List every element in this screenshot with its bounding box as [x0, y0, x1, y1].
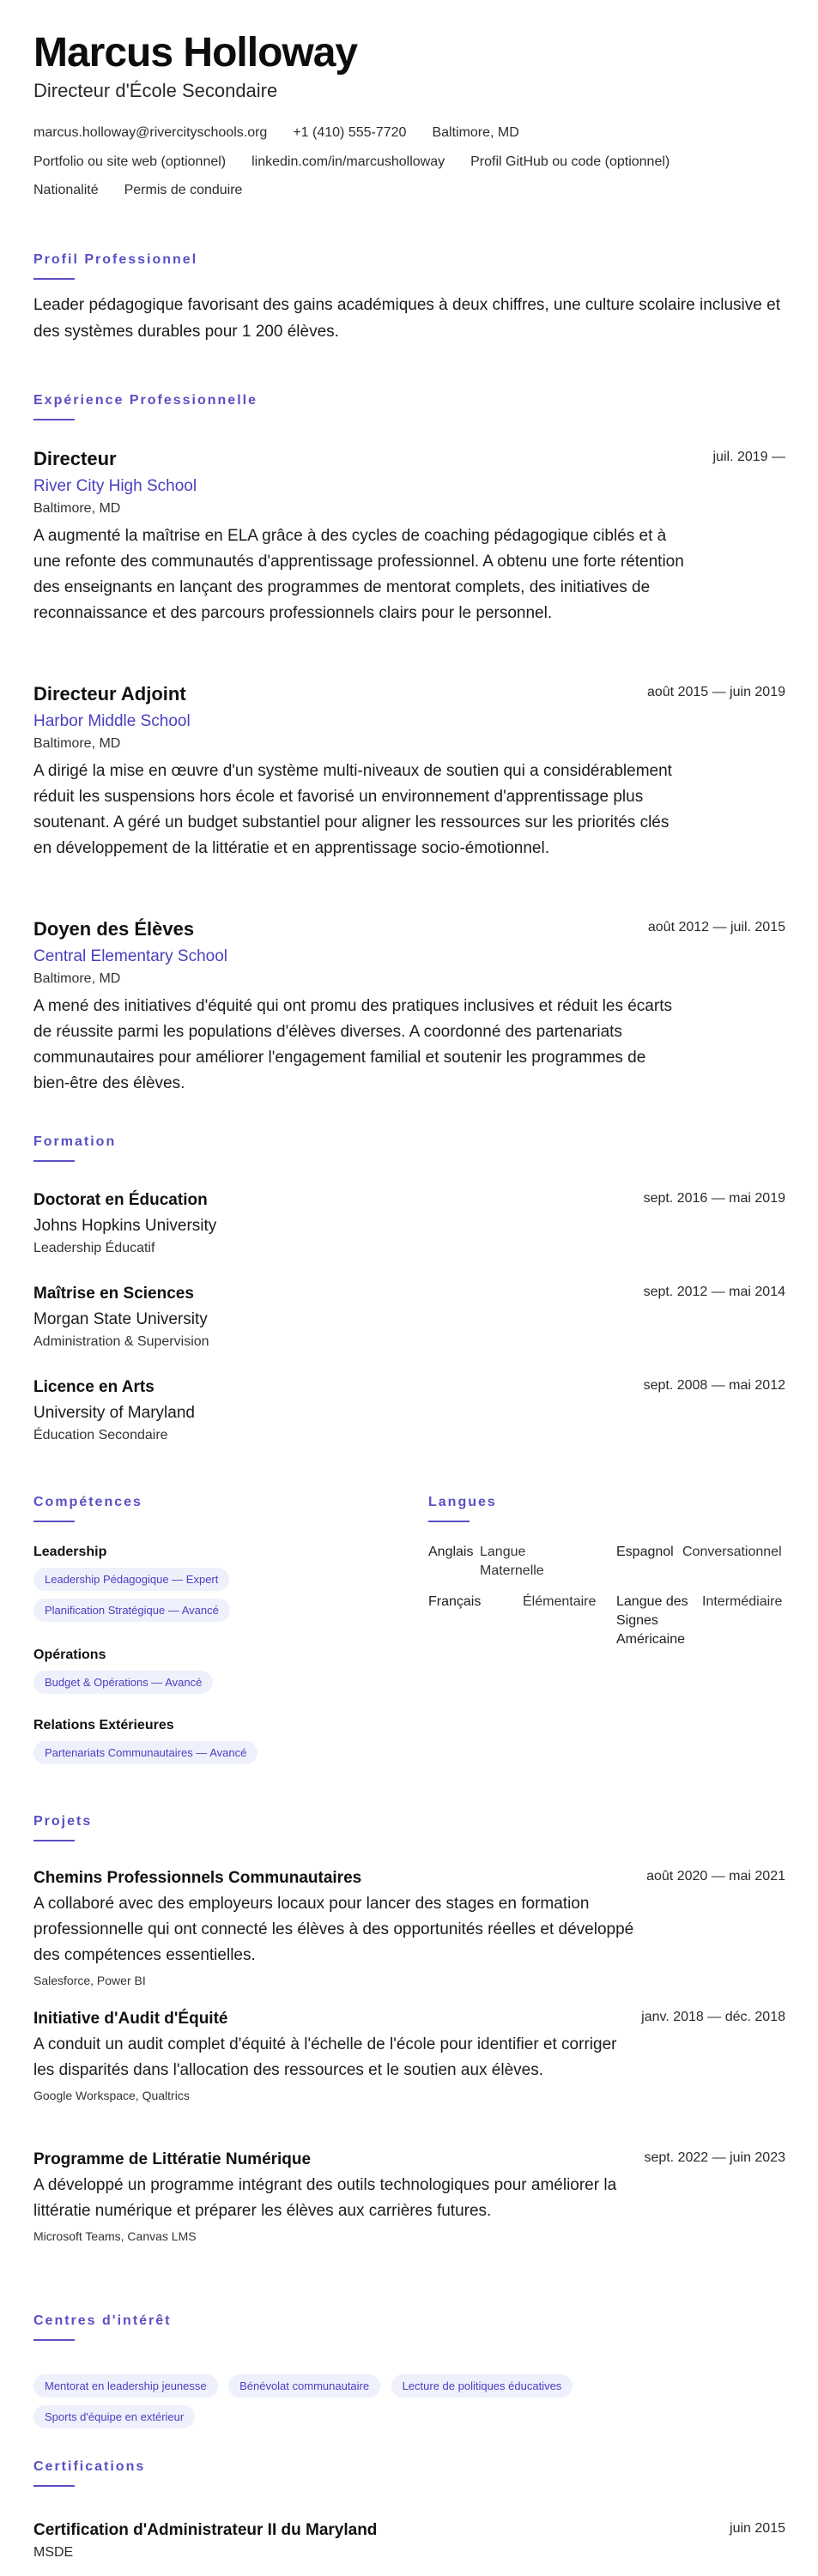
project-name: Initiative d'Audit d'Équité: [33, 2010, 228, 2028]
job-entry: [33, 448, 785, 626]
language-level: Langue Maternelle: [480, 1545, 544, 1578]
skill-group: [33, 1648, 411, 1694]
job-location: Baltimore, MD: [33, 736, 121, 751]
language-level: Intermédiaire: [702, 1594, 783, 1609]
project-date: août 2020 — mai 2021: [646, 1869, 785, 1884]
edu-degree: Licence en Arts: [33, 1378, 155, 1396]
project-entry: [33, 2150, 785, 2243]
edu-date: sept. 2012 — mai 2014: [643, 1285, 785, 1299]
nationality-text: Nationalité: [33, 183, 99, 197]
phone-text: +1 (410) 555-7720: [293, 125, 407, 140]
interest-chip: Mentorat en leadership jeunesse: [33, 2374, 218, 2398]
certification-issuer: MSDE: [33, 2545, 74, 2560]
edu-field: Leadership Éducatif: [33, 1241, 155, 1255]
job-role: Directeur Adjoint: [33, 683, 186, 704]
interest-chip: Lecture de politiques éducatives: [391, 2374, 573, 2398]
job-date: août 2015 — juin 2019: [646, 685, 785, 699]
candidate-name: Marcus Holloway: [33, 30, 358, 76]
job-date: juil. 2019 —: [712, 450, 785, 464]
skill-group: [33, 1718, 411, 1764]
section-heading-skills: Compétences: [33, 1495, 142, 1509]
section-heading-languages: Langues: [428, 1495, 497, 1509]
education-entry: [33, 1285, 785, 1350]
section-heading-experience: Expérience Professionnelle: [33, 393, 258, 408]
skill-chip: Planification Stratégique — Avancé: [33, 1599, 230, 1622]
section-heading-projects: Projets: [33, 1814, 93, 1829]
interests-list: [33, 2367, 737, 2428]
job-location: Baltimore, MD: [33, 501, 121, 516]
job-description: A mené des initiatives d'équité qui ont promu des pratiques inclusives et réduit les écarts de réussite parmi les populations d'élèves diverses. A coordonné des partenariats communautaires pour améliorer l'engagement familial et soutenir les programmes de bien-être des élèves.: [33, 997, 672, 1092]
job-company: Harbor Middle School: [33, 712, 191, 730]
job-company: Central Elementary School: [33, 947, 227, 965]
certification-entry: [33, 2521, 785, 2561]
job-date: août 2012 — juil. 2015: [647, 920, 785, 934]
language-entry: [428, 1593, 609, 1612]
section-heading-profile: Profil Professionnel: [33, 252, 198, 267]
skill-chip: Budget & Opérations — Avancé: [33, 1671, 213, 1694]
language-name: Anglais: [428, 1545, 474, 1559]
project-description: A collaboré avec des employeurs locaux pour lancer des stages en formation professionnelle qui ont connecté les élèves à des opportunités réelles et développé des compétences essentielles.: [33, 1895, 634, 1964]
project-tech: Microsoft Teams, Canvas LMS: [33, 2229, 197, 2243]
project-name: Chemins Professionnels Communautaires: [33, 1869, 362, 1887]
contact-line-1: [33, 125, 519, 141]
edu-field: Administration & Supervision: [33, 1334, 209, 1349]
language-level: Conversationnel: [682, 1545, 782, 1559]
language-name: Français: [428, 1594, 482, 1609]
language-name: Langue des Signes Américaine: [616, 1594, 688, 1647]
edu-date: sept. 2016 — mai 2019: [643, 1191, 785, 1206]
section-heading-interests: Centres d'intérêt: [33, 2313, 172, 2328]
edu-school: Morgan State University: [33, 1310, 208, 1328]
edu-school: University of Maryland: [33, 1404, 195, 1422]
edu-field: Éducation Secondaire: [33, 1428, 168, 1442]
job-role: Doyen des Élèves: [33, 918, 195, 940]
language-name: Espagnol: [616, 1545, 674, 1559]
edu-degree: Doctorat en Éducation: [33, 1191, 208, 1209]
project-tech: Salesforce, Power BI: [33, 1974, 146, 1987]
skill-group-name: Relations Extérieures: [33, 1718, 174, 1732]
skill-group-name: Leadership: [33, 1545, 107, 1559]
skill-group: [33, 1545, 411, 1622]
project-entry: [33, 1869, 785, 1987]
github-link[interactable]: Profil GitHub ou code (optionnel): [470, 154, 670, 169]
section-heading-education: Formation: [33, 1134, 117, 1149]
certification-name: Certification d'Administrateur II du Maryland: [33, 2521, 378, 2539]
language-entry: [616, 1543, 788, 1562]
education-entry: [33, 1191, 785, 1256]
license-text: Permis de conduire: [124, 183, 243, 197]
language-entry: [428, 1543, 609, 1578]
job-location: Baltimore, MD: [33, 971, 121, 986]
project-description: A développé un programme intégrant des outils technologiques pour améliorer la littératie numérique et préparer les élèves aux carrières futures.: [33, 2176, 617, 2220]
edu-degree: Maîtrise en Sciences: [33, 1285, 194, 1303]
job-entry: [33, 918, 785, 1097]
portfolio-link[interactable]: Portfolio ou site web (optionnel): [33, 154, 227, 169]
education-entry: [33, 1378, 785, 1443]
project-tech: Google Workspace, Qualtrics: [33, 2089, 190, 2102]
project-entry: [33, 2010, 785, 2102]
interest-chip: Sports d'équipe en extérieur: [33, 2405, 195, 2428]
job-role: Directeur: [33, 448, 117, 469]
location-text: Baltimore, MD: [432, 125, 519, 140]
project-name: Programme de Littératie Numérique: [33, 2150, 312, 2168]
certification-date: juin 2015: [730, 2521, 785, 2536]
profile-summary: Leader pédagogique favorisant des gains académiques à deux chiffres, une culture scolaire inclusive et des systèmes durables pour 1 200 élèves.: [33, 296, 780, 341]
email-link[interactable]: marcus.holloway@rivercityschools.org: [33, 125, 268, 140]
edu-date: sept. 2008 — mai 2012: [643, 1378, 785, 1393]
job-entry: [33, 683, 785, 862]
interest-chip: Bénévolat communautaire: [228, 2374, 380, 2398]
contact-line-2: [33, 154, 670, 170]
skill-chip: Leadership Pédagogique — Expert: [33, 1568, 229, 1591]
project-date: janv. 2018 — déc. 2018: [641, 2010, 785, 2024]
language-entry: [616, 1593, 788, 1649]
skill-chip: Partenariats Communautaires — Avancé: [33, 1741, 258, 1764]
linkedin-link[interactable]: linkedin.com/in/marcusholloway: [251, 154, 445, 169]
job-description: A dirigé la mise en œuvre d'un système multi-niveaux de soutien qui a considérablement réduit les suspensions hors école et favorisé un environnement d'apprentissage plus soutenant. A géré un budget substantiel pour aligner les ressources sur les priorités clés en développement de la littératie et en apprentissage socio-émotionnel.: [33, 762, 672, 857]
section-heading-certifications: Certifications: [33, 2459, 146, 2474]
candidate-title: Directeur d'École Secondaire: [33, 80, 278, 101]
job-company: River City High School: [33, 477, 197, 495]
project-description: A conduit un audit complet d'équité à l'échelle de l'école pour identifier et corriger les disparités dans l'allocation des ressources et le soutien aux élèves.: [33, 2035, 617, 2079]
skill-group-name: Opérations: [33, 1648, 106, 1662]
contact-line-3: [33, 183, 242, 198]
language-level: Élémentaire: [523, 1594, 597, 1609]
edu-school: Johns Hopkins University: [33, 1217, 217, 1235]
project-date: sept. 2022 — juin 2023: [644, 2150, 785, 2165]
job-description: A augmenté la maîtrise en ELA grâce à des cycles de coaching pédagogique ciblés et à une refonte des communautés d'apprentissage professionnel. A obtenu une forte rétention des enseignants en lançant des programmes de mentorat complets, des initiatives de reconnaissance et des parcours professionnels clairs pour le personnel.: [33, 527, 684, 622]
